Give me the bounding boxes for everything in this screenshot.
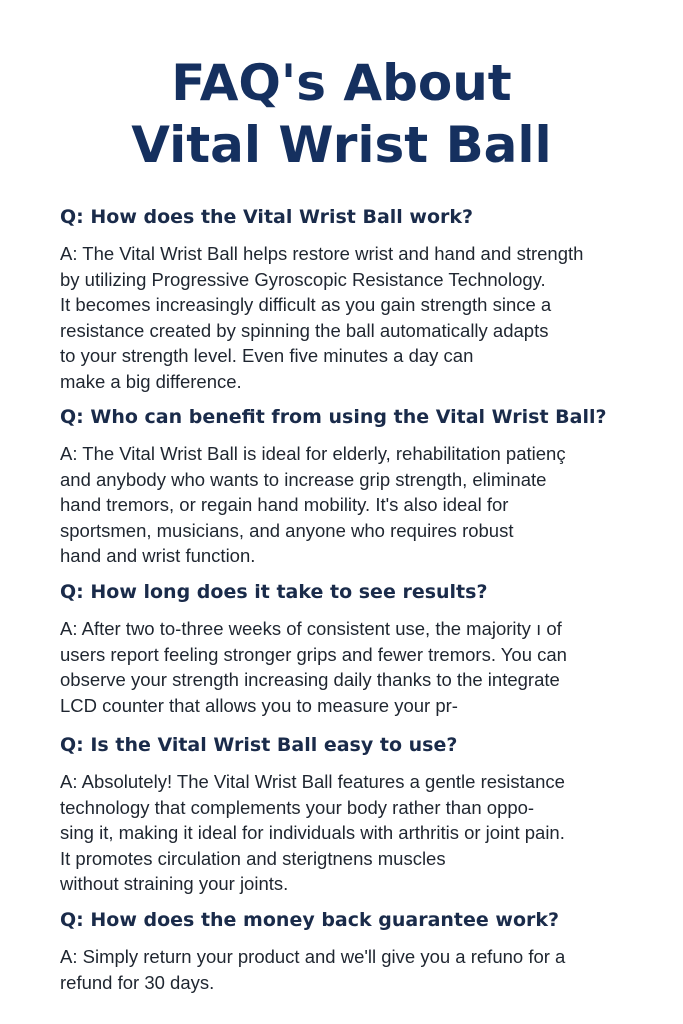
faq-question: Q: How does the Vital Wrist Ball work? bbox=[60, 206, 474, 228]
faq-answer-line: to your strength level. Even five minutes a day can bbox=[60, 345, 474, 366]
faq-answer-line: hand and wrist function. bbox=[60, 545, 256, 566]
faq-answer-line: A: After two to-three weeks of consistent use, the majority ı of bbox=[60, 618, 562, 639]
faq-item-money-back bbox=[60, 908, 660, 995]
faq-answer-line: It promotes circulation and sterigtnens muscles bbox=[60, 847, 446, 869]
page-title-line-1: FAQ's About bbox=[171, 54, 512, 112]
faq-answer bbox=[60, 769, 660, 897]
faq-item-results-time bbox=[60, 580, 660, 718]
faq-answer-line: A: Simply return your product and we'll give you a refuno for a bbox=[60, 946, 566, 967]
faq-answer bbox=[60, 441, 660, 569]
faq-item-how-it-works bbox=[60, 205, 660, 394]
faq-answer bbox=[60, 241, 660, 394]
faq-answer-line: A: The Vital Wrist Ball helps restore wrist and hand and strength bbox=[60, 243, 584, 264]
faq-answer-line: resistance created by spinning the ball automatically adapts bbox=[60, 319, 549, 341]
faq-answer bbox=[60, 944, 660, 995]
faq-answer-line: refund for 30 days. bbox=[60, 971, 215, 993]
faq-answer-line: A: Absolutely! The Vital Wrist Ball features a gentle resistance bbox=[60, 771, 565, 792]
faq-question: Q: How does the money back guarantee work? bbox=[60, 909, 560, 931]
faq-answer-line: technology that complements your body rather than oppo- bbox=[60, 796, 535, 818]
faq-question: Q: Is the Vital Wrist Ball easy to use? bbox=[60, 734, 458, 756]
faq-answer-line: It becomes increasingly difficult as you gain strength since a bbox=[60, 294, 552, 315]
faq-question: Q: How long does it take to see results? bbox=[60, 581, 488, 603]
faq-answer-line: A: The Vital Wrist Ball is ideal for elderly, rehabilitation patienç bbox=[60, 443, 566, 464]
faq-item-easy-to-use bbox=[60, 733, 660, 897]
faq-question: Q: Who can benefit from using the Vital Wrist Ball? bbox=[60, 406, 607, 428]
faq-answer-line: make a big difference. bbox=[60, 370, 242, 392]
faq-answer-line: LCD counter that allows you to measure your pr- bbox=[60, 694, 458, 716]
faq-answer-line: sing it, making it ideal for individuals with arthritis or joint pain. bbox=[60, 822, 565, 843]
faq-answer-line: without straining your joints. bbox=[60, 873, 289, 894]
page-title bbox=[0, 52, 683, 176]
page-title-line-2: Vital Wrist Ball bbox=[131, 116, 552, 174]
faq-answer-line: hand tremors, or regain hand mobility. It's also ideal for bbox=[60, 494, 509, 515]
faq-answer-line: sportsmen, musicians, and anyone who requires robust bbox=[60, 519, 514, 541]
faq-answer-line: by utilizing Progressive Gyroscopic Resistance Technology. bbox=[60, 268, 546, 290]
faq-answer-line: users report feeling stronger grips and fewer tremors. You can bbox=[60, 643, 567, 665]
faq-item-who-benefits bbox=[60, 405, 660, 569]
faq-answer bbox=[60, 616, 660, 718]
faq-answer-line: and anybody who wants to increase grip strength, eliminate bbox=[60, 468, 547, 490]
faq-answer-line: observe your strength increasing daily thanks to the integrate bbox=[60, 669, 560, 690]
